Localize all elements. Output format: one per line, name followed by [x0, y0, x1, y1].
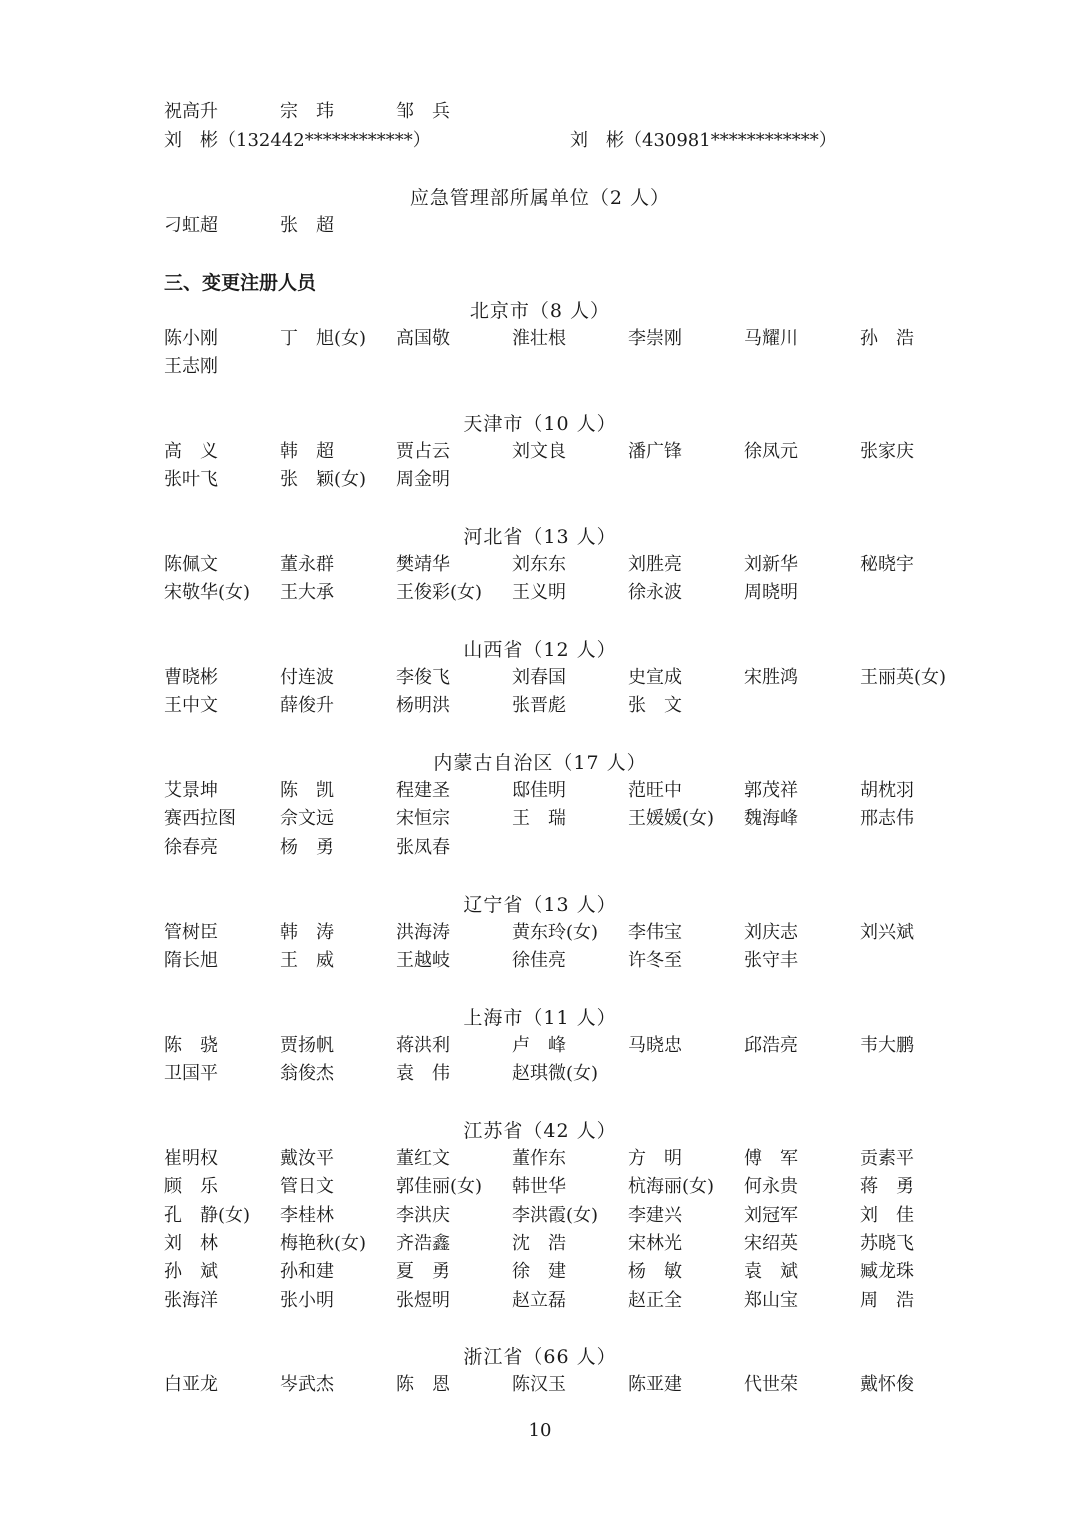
person-name: 刘 林	[164, 1232, 218, 1254]
person-name: 黄东玲(女)	[512, 922, 599, 943]
person-name: 韩 超	[280, 441, 334, 462]
person-name: 陈汉玉	[512, 1374, 566, 1395]
person-name: 杨 敏	[628, 1261, 682, 1283]
person-name: 史宣成	[628, 667, 682, 688]
region-heading: 浙江省（66 人）	[463, 1346, 617, 1368]
person-name: 臧龙珠	[860, 1261, 914, 1283]
person-name: 顾 乐	[164, 1176, 218, 1198]
region-heading: 河北省（13 人）	[463, 526, 617, 548]
person-name: 张海洋	[164, 1289, 218, 1311]
person-name: 陈 凯	[280, 780, 334, 801]
person-name: 徐春亮	[164, 836, 218, 858]
person-name: 王 威	[280, 950, 334, 972]
person-name: 郑山宝	[744, 1289, 798, 1311]
person-name: 赵琪微(女)	[512, 1063, 599, 1085]
person-name: 高国敬	[396, 328, 450, 349]
person-name: 管树臣	[164, 922, 218, 943]
person-name: 陈佩文	[164, 554, 218, 575]
person-name: 张煜明	[396, 1289, 450, 1311]
region-heading: 上海市（11 人）	[463, 1007, 617, 1029]
person-name: 李洪庆	[396, 1204, 450, 1226]
person-name: 陈 恩	[396, 1374, 450, 1395]
person-name: 何永贵	[744, 1176, 798, 1198]
person-name: 宋绍英	[744, 1232, 798, 1254]
person-name: 杭海丽(女)	[628, 1176, 715, 1198]
person-name: 王越岐	[396, 950, 450, 972]
person-name: 孙 浩	[860, 328, 914, 349]
person-name: 范旺中	[628, 780, 682, 801]
person-name: 王中文	[164, 695, 218, 717]
person-name: 戴汝平	[280, 1148, 334, 1169]
person-name: 周晓明	[744, 582, 798, 604]
person-name: 洪海涛	[396, 922, 450, 943]
person-name: 徐佳亮	[512, 950, 566, 972]
person-name: 韦大鹏	[860, 1035, 914, 1056]
person-name: 贾扬帆	[280, 1035, 334, 1056]
region-heading: 北京市（8 人）	[469, 300, 611, 322]
person-name: 张 超	[280, 215, 334, 236]
person-name: 马耀川	[744, 328, 798, 349]
person-name: 孔 静(女)	[164, 1204, 251, 1226]
person-name: 许冬至	[628, 950, 682, 972]
person-name: 蒋洪利	[396, 1035, 450, 1056]
person-name: 徐永波	[628, 582, 682, 604]
person-name: 邹 兵	[396, 101, 450, 122]
person-name: 赛西拉图	[164, 808, 236, 830]
person-name: 周 浩	[860, 1289, 914, 1311]
person-name: 徐凤元	[744, 441, 798, 462]
person-name: 蒋 勇	[860, 1176, 914, 1198]
person-name: 程建圣	[396, 780, 450, 801]
region-heading: 天津市（10 人）	[463, 413, 617, 435]
section-heading: 应急管理部所属单位（2 人）	[409, 187, 671, 209]
person-name: 岑武杰	[280, 1374, 334, 1395]
person-name: 宋敬华(女)	[164, 582, 251, 604]
person-name: 傅 军	[744, 1148, 798, 1169]
person-name-id: 刘 彬（430981************）	[570, 130, 837, 151]
person-name: 宋林光	[628, 1232, 682, 1254]
person-name: 宗 玮	[280, 101, 334, 122]
person-name: 刘春国	[512, 667, 566, 688]
person-name: 陈 骁	[164, 1035, 218, 1056]
person-name: 淮壮根	[512, 328, 566, 349]
person-name: 张守丰	[744, 950, 798, 972]
person-name: 胡枕羽	[860, 780, 914, 801]
person-name: 邢志伟	[860, 808, 914, 830]
section-title: 三、变更注册人员	[164, 272, 317, 294]
person-name: 薛俊升	[280, 695, 334, 717]
person-name: 孙 斌	[164, 1261, 218, 1283]
person-name: 郭佳丽(女)	[396, 1176, 483, 1198]
person-name: 白亚龙	[164, 1374, 218, 1395]
person-name: 邱浩亮	[744, 1035, 798, 1056]
person-name: 王媛媛(女)	[628, 808, 715, 830]
person-name: 卢 峰	[512, 1035, 566, 1056]
person-name: 陈小刚	[164, 328, 218, 349]
person-name: 刘冠军	[744, 1204, 798, 1226]
person-name: 赵立磊	[512, 1289, 566, 1311]
person-name: 董作东	[512, 1148, 566, 1169]
person-name: 李洪霞(女)	[512, 1204, 599, 1226]
person-name: 宋恒宗	[396, 808, 450, 830]
region-heading: 山西省（12 人）	[463, 639, 617, 661]
person-name: 袁 伟	[396, 1063, 450, 1085]
region-heading: 内蒙古自治区（17 人）	[433, 752, 647, 774]
person-name: 张 文	[628, 695, 682, 717]
person-name: 苏晓飞	[860, 1232, 914, 1254]
person-name: 王丽英(女)	[860, 667, 947, 688]
person-name: 王俊彩(女)	[396, 582, 483, 604]
person-name: 李伟宝	[628, 922, 682, 943]
person-name: 付连波	[280, 667, 334, 688]
person-name: 艾景坤	[164, 780, 218, 801]
person-name: 李崇刚	[628, 328, 682, 349]
person-name: 夏 勇	[396, 1261, 450, 1283]
person-name: 代世荣	[744, 1374, 798, 1395]
person-name: 贡素平	[860, 1148, 914, 1169]
person-name: 刁虹超	[164, 215, 218, 236]
person-name: 刘 佳	[860, 1204, 914, 1226]
person-name: 沈 浩	[512, 1232, 566, 1254]
person-name: 隋长旭	[164, 950, 218, 972]
person-name: 董永群	[280, 554, 334, 575]
region-heading: 辽宁省（13 人）	[463, 894, 617, 916]
person-name: 李桂林	[280, 1204, 334, 1226]
person-name: 王志刚	[164, 356, 218, 378]
person-name: 陈亚建	[628, 1374, 682, 1395]
person-name: 方 明	[628, 1148, 682, 1169]
person-name: 王 瑞	[512, 808, 566, 830]
person-name: 韩 涛	[280, 922, 334, 943]
person-name: 邸佳明	[512, 780, 566, 801]
person-name: 曹晓彬	[164, 667, 218, 688]
person-name: 王大承	[280, 582, 334, 604]
person-name: 刘新华	[744, 554, 798, 575]
person-name: 崔明权	[164, 1148, 218, 1169]
person-name: 李俊飞	[396, 667, 450, 688]
page-number: 10	[528, 1420, 552, 1441]
person-name: 杨 勇	[280, 836, 334, 858]
region-heading: 江苏省（42 人）	[463, 1120, 617, 1142]
person-name: 王义明	[512, 582, 566, 604]
person-name: 佘文远	[280, 808, 334, 830]
person-name: 宋胜鸿	[744, 667, 798, 688]
person-name: 刘兴斌	[860, 922, 914, 943]
person-name: 刘胜亮	[628, 554, 682, 575]
person-name: 李建兴	[628, 1204, 682, 1226]
person-name: 刘东东	[512, 554, 566, 575]
person-name: 魏海峰	[744, 808, 798, 830]
person-name: 高 义	[164, 441, 218, 462]
person-name-id: 刘 彬（132442************）	[164, 130, 431, 151]
person-name: 翁俊杰	[280, 1063, 334, 1085]
person-name: 刘文良	[512, 441, 566, 462]
person-name: 董红文	[396, 1148, 450, 1169]
person-name: 郭茂祥	[744, 780, 798, 801]
person-name: 祝高升	[164, 101, 218, 122]
person-name: 樊靖华	[396, 554, 450, 575]
person-name: 徐 建	[512, 1261, 566, 1283]
person-name: 韩世华	[512, 1176, 566, 1198]
person-name: 戴怀俊	[860, 1374, 914, 1395]
person-name: 马晓忠	[628, 1035, 682, 1056]
person-name: 张晋彪	[512, 695, 566, 717]
person-name: 张 颖(女)	[280, 469, 367, 491]
person-name: 周金明	[396, 469, 450, 491]
person-name: 张家庆	[860, 441, 914, 462]
person-name: 赵正全	[628, 1289, 682, 1311]
person-name: 张小明	[280, 1289, 334, 1311]
person-name: 杨明洪	[396, 695, 450, 717]
person-name: 袁 斌	[744, 1261, 798, 1283]
person-name: 刘庆志	[744, 922, 798, 943]
person-name: 齐浩鑫	[396, 1232, 450, 1254]
person-name: 潘广锋	[628, 441, 682, 462]
person-name: 丁 旭(女)	[280, 328, 367, 349]
person-name: 贾占云	[396, 441, 450, 462]
person-name: 秘晓宇	[860, 554, 914, 575]
person-name: 孙和建	[280, 1261, 334, 1283]
person-name: 张凤春	[396, 836, 450, 858]
person-name: 卫国平	[164, 1063, 218, 1085]
person-name: 管日文	[280, 1176, 334, 1198]
person-name: 梅艳秋(女)	[280, 1232, 367, 1254]
person-name: 张叶飞	[164, 469, 218, 491]
